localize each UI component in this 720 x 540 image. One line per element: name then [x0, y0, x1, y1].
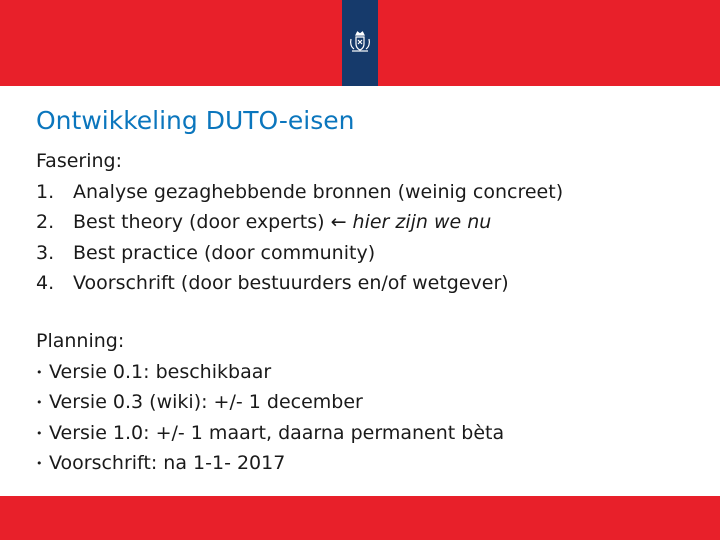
item-number: 2.: [36, 211, 55, 233]
item-text: Best theory (door experts): [73, 211, 331, 233]
royal-coat-of-arms-icon: [347, 30, 373, 56]
fasering-section: [36, 146, 563, 299]
header-band: [0, 0, 720, 86]
list-item: [36, 268, 563, 299]
item-number: 4.: [36, 272, 55, 294]
arrow-left-icon: ←: [330, 211, 347, 233]
list-item: [36, 207, 563, 238]
item-text: Best practice (door community): [73, 241, 376, 264]
bullet-icon: •: [36, 365, 43, 379]
list-item: [36, 448, 504, 479]
planning-section: [36, 326, 504, 479]
item-text: Versie 0.3 (wiki): +/- 1 december: [49, 391, 363, 413]
item-text: Voorschrift: na 1-1- 2017: [49, 452, 286, 474]
item-number: 1.: [36, 180, 55, 203]
item-number: 3.: [36, 241, 55, 264]
list-item: [36, 357, 504, 388]
bullet-icon: •: [36, 396, 43, 409]
section-heading: Fasering:: [36, 150, 123, 172]
item-text: Analyse gezaghebbende bronnen (weinig concreet): [73, 180, 564, 203]
list-item: [36, 177, 563, 208]
item-text: Versie 1.0: +/- 1 maart, daarna permanent bèta: [49, 421, 505, 444]
page-title: Ontwikkeling DUTO-eisen: [36, 106, 355, 135]
logo: [342, 0, 378, 86]
bullet-icon: •: [36, 426, 43, 440]
list-item: [36, 238, 563, 269]
current-phase-note: hier zijn we nu: [346, 211, 492, 233]
section-heading: Planning:: [36, 330, 125, 352]
list-item: [36, 387, 504, 418]
footer-band: [0, 496, 720, 540]
list-item: [36, 418, 504, 449]
bullet-icon: •: [36, 457, 43, 470]
item-text: Versie 0.1: beschikbaar: [49, 360, 272, 383]
item-text: Voorschrift (door bestuurders en/of wetgever): [73, 272, 509, 294]
